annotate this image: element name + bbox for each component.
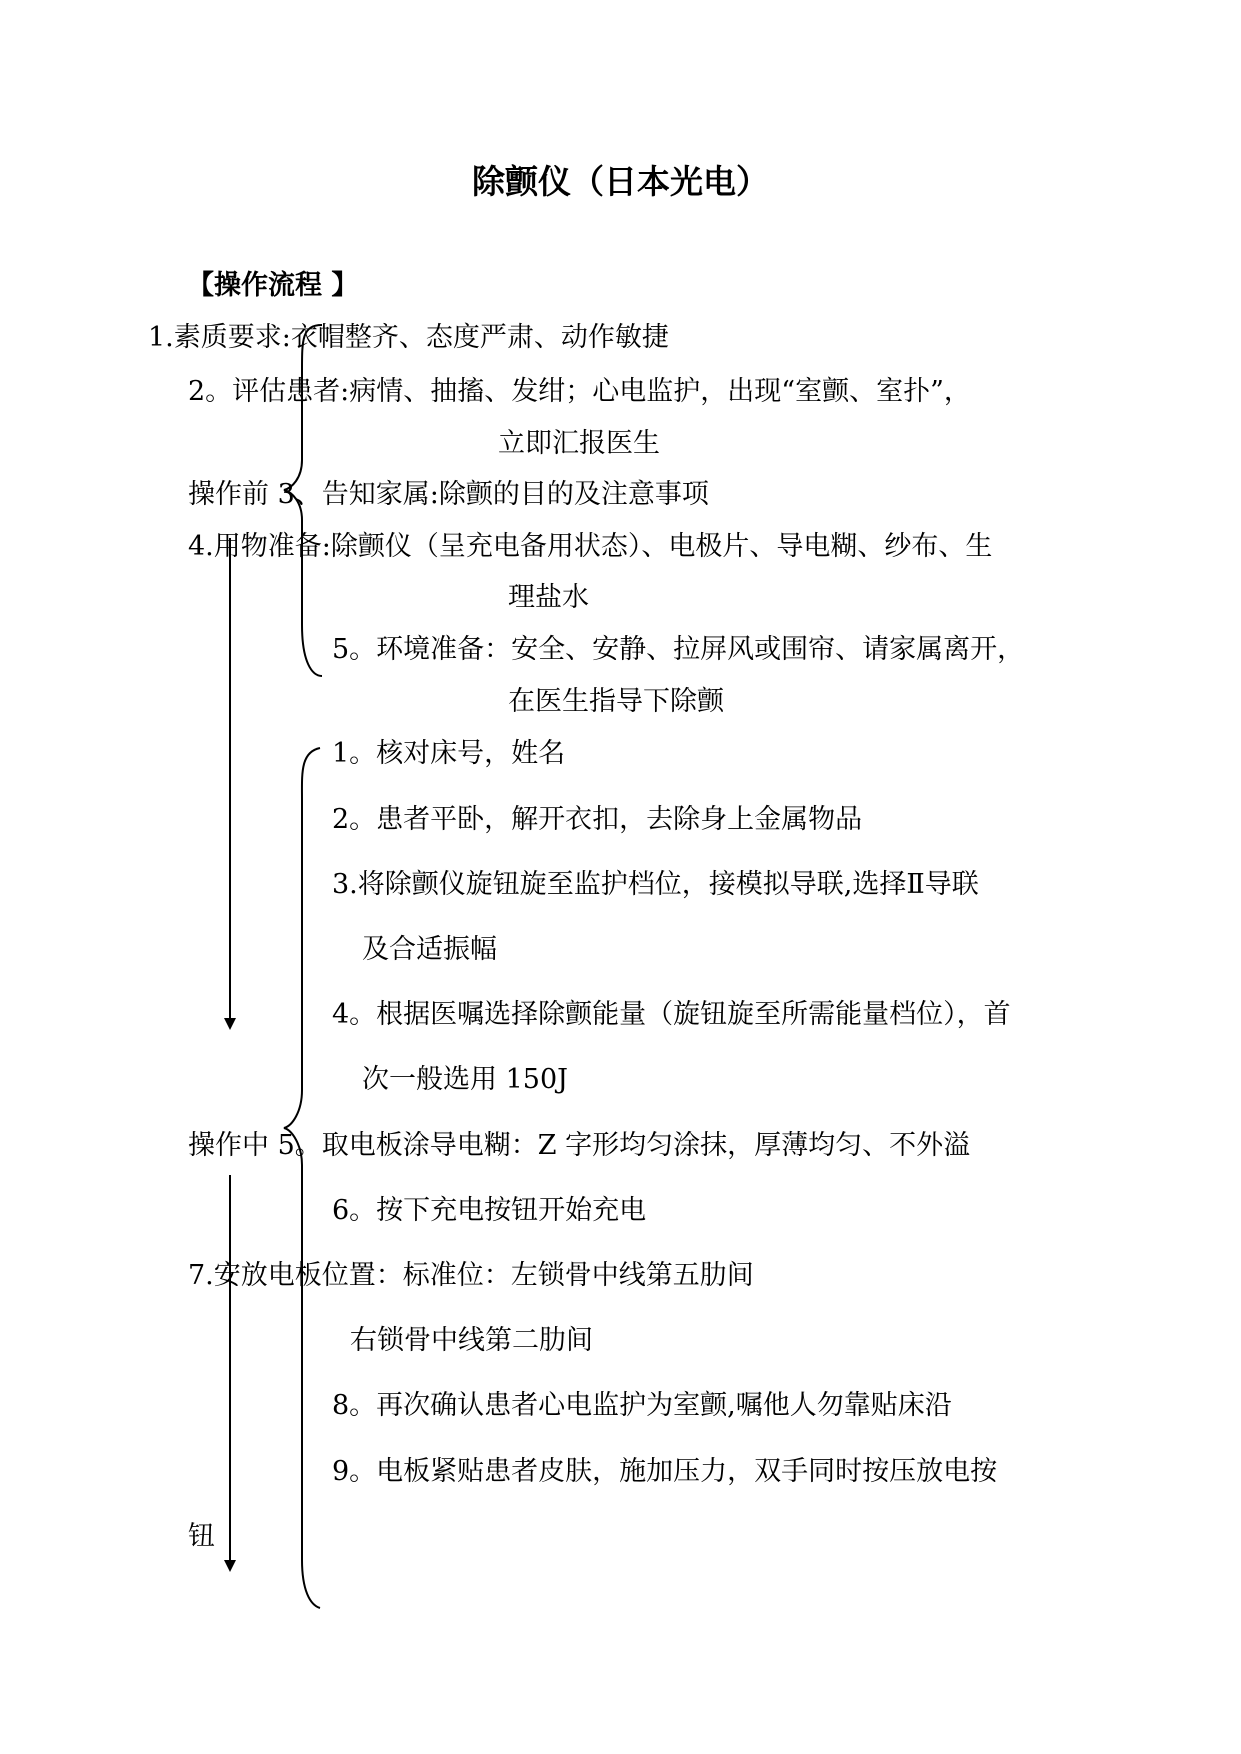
during-step-1: 1。核对床号，姓名	[332, 738, 566, 769]
during-step-6: 6。按下充电按钮开始充电	[332, 1195, 647, 1226]
document-title: 除颤仪（日本光电）	[472, 162, 769, 201]
during-step-3-cont: 及合适振幅	[362, 934, 497, 965]
during-step-7-cont: 右锁骨中线第二肋间	[350, 1325, 593, 1356]
during-step-4: 4。根据医嘱选择除颤能量（旋钮旋至所需能量档位），首	[332, 999, 1011, 1030]
during-step-7: 7.安放电板位置：标准位：左锁骨中线第五肋间	[188, 1260, 754, 1291]
during-step-8: 8。再次确认患者心电监护为室颤,嘱他人勿靠贴床沿	[332, 1390, 952, 1421]
section-heading: 【操作流程 】	[187, 270, 359, 301]
during-step-4-cont: 次一般选用 150J	[362, 1064, 568, 1095]
before-step-4: 4.用物准备:除颤仪（呈充电备用状态）、电极片、导电糊、纱布、生	[188, 531, 993, 562]
before-step-3: 操作前 3、告知家属:除颤的目的及注意事项	[188, 479, 709, 510]
lower-brace	[284, 748, 320, 1608]
before-step-5: 5。环境准备：安全、安静、拉屏风或围帘、请家属离开，	[332, 634, 1025, 665]
during-step-9-cont: 钮	[188, 1521, 215, 1552]
down-arrow-lower	[224, 1175, 236, 1572]
upper-brace	[284, 325, 322, 676]
before-step-5-cont: 在医生指导下除颤	[508, 686, 724, 717]
down-arrow-upper	[224, 538, 236, 1030]
before-step-2-cont: 立即汇报医生	[498, 428, 660, 459]
before-step-1: 1.素质要求:衣帽整齐、态度严肃、动作敏捷	[148, 322, 669, 353]
before-step-2: 2。评估患者:病情、抽搐、发绀；心电监护，出现“室颤、室扑”，	[188, 376, 971, 407]
during-step-2: 2。患者平卧，解开衣扣，去除身上金属物品	[332, 804, 863, 835]
during-step-3: 3.将除颤仪旋钮旋至监护档位，接模拟导联,选择Ⅱ导联	[332, 869, 979, 900]
during-step-5: 操作中 5。取电板涂导电糊：Z 字形均匀涂抹，厚薄均匀、不外溢	[188, 1130, 971, 1161]
during-step-9: 9。电板紧贴患者皮肤，施加压力，双手同时按压放电按	[332, 1456, 998, 1487]
before-step-4-cont: 理盐水	[508, 582, 589, 613]
